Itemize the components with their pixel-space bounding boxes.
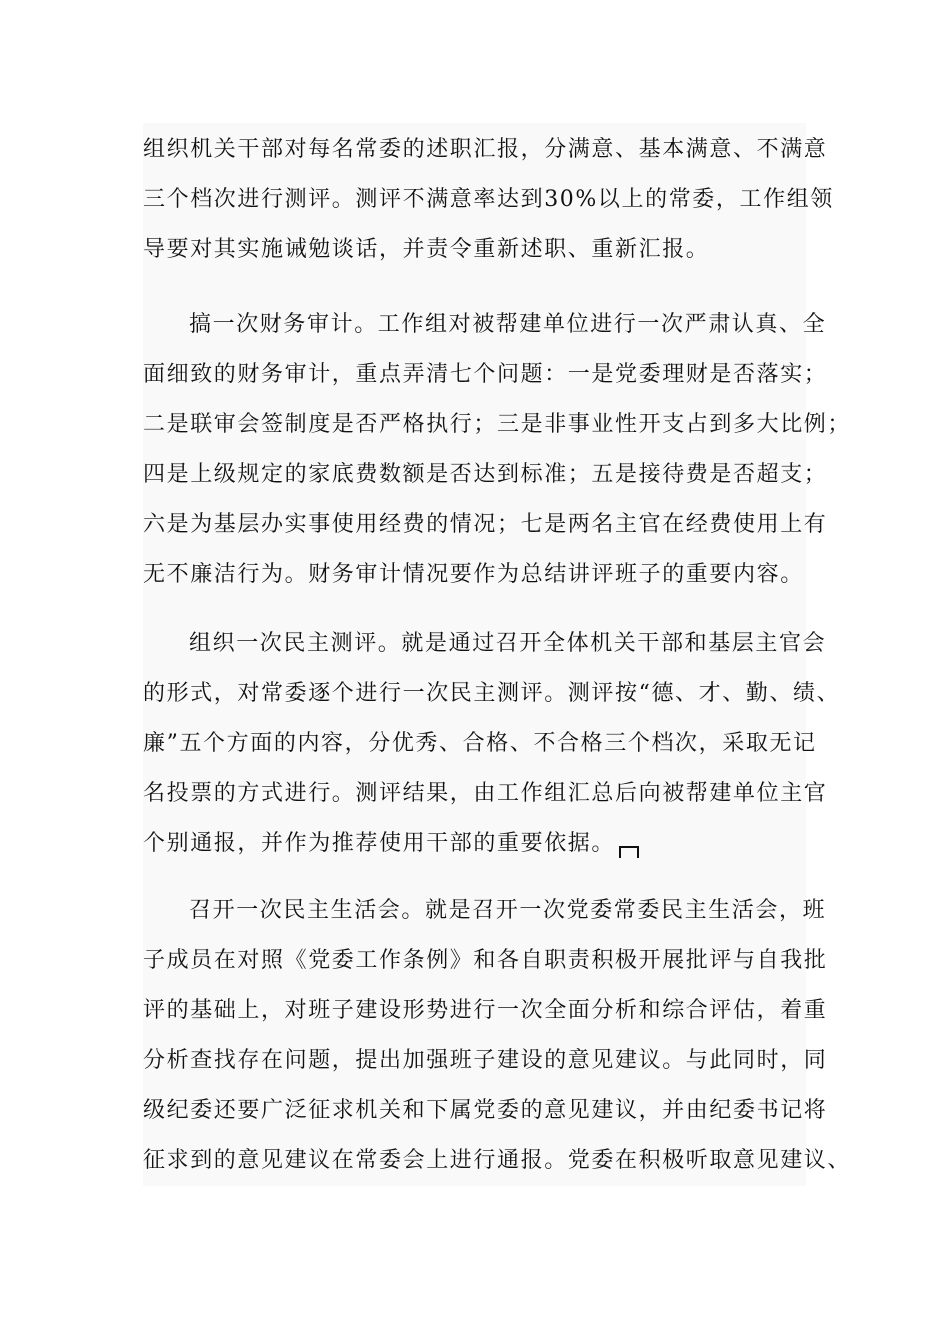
text-line-content: 个别通报，并作为推荐使用干部的重要依据。 (143, 831, 616, 856)
paragraph-financial-audit (143, 300, 852, 600)
text-line: 二是联审会签制度是否严格执行；三是非事业性开支占到多大比例； (143, 412, 852, 437)
text-line (143, 819, 813, 869)
paragraph-democratic-evaluation (143, 619, 841, 869)
text-line: 组织机关干部对每名常委的述职汇报，分满意、基本满意、不满意 (143, 137, 828, 162)
text-line: 的形式，对常委逐个进行一次民主测评。测评按“德、才、勤、绩、 (143, 681, 841, 706)
text-line: 组织一次民主测评。就是通过召开全体机关干部和基层主官会 (189, 631, 827, 656)
text-line: 四是上级规定的家底费数额是否达到标准；五是接待费是否超支； (143, 462, 828, 487)
text-line: 分析查找存在问题，提出加强班子建设的意见建议。与此同时，同 (143, 1048, 828, 1073)
text-line: 召开一次民主生活会。就是召开一次党委常委民主生活会，班 (189, 898, 827, 923)
text-line: 三个档次进行测评。测评不满意率达到30%以上的常委，工作组领 (143, 187, 834, 212)
paragraph-assessment-continuation (143, 125, 834, 275)
text-line: 子成员在对照《党委工作条例》和各自职责积极开展批评与自我批 (143, 948, 828, 973)
paragraph-democratic-life-meeting (143, 886, 852, 1186)
text-line: 六是为基层办实事使用经费的情况；七是两名主官在经费使用上有 (143, 512, 828, 537)
editing-mark-icon (619, 846, 639, 858)
text-line: 级纪委还要广泛征求机关和下属党委的意见建议，并由纪委书记将 (143, 1098, 828, 1123)
text-line: 名投票的方式进行。测评结果，由工作组汇总后向被帮建单位主官 (143, 781, 828, 806)
text-line: 导要对其实施诫勉谈话，并责令重新述职、重新汇报。 (143, 237, 710, 262)
text-line: 评的基础上，对班子建设形势进行一次全面分析和综合评估，着重 (143, 998, 828, 1023)
text-line: 无不廉洁行为。财务审计情况要作为总结讲评班子的重要内容。 (143, 562, 804, 587)
text-line: 搞一次财务审计。工作组对被帮建单位进行一次严肃认真、全 (189, 312, 827, 337)
text-line: 征求到的意见建议在常委会上进行通报。党委在积极听取意见建议、 (143, 1148, 852, 1173)
text-line: 廉”五个方面的内容，分优秀、合格、不合格三个档次，采取无记 (143, 731, 817, 756)
text-line: 面细致的财务审计，重点弄清七个问题：一是党委理财是否落实； (143, 362, 828, 387)
